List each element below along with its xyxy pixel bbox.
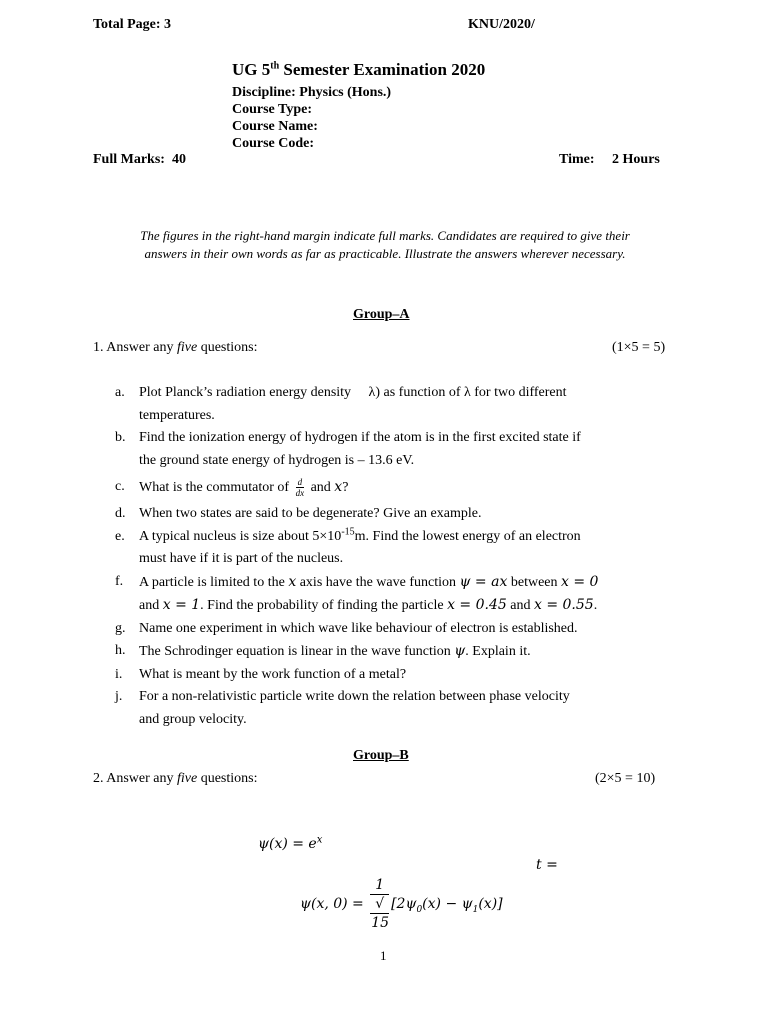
eq2-fraction — [370, 876, 389, 932]
eq2-radicand: 15 — [371, 915, 390, 931]
math-var: ψ — [454, 643, 466, 659]
item-text — [139, 472, 675, 503]
math-var: x — [288, 573, 297, 590]
question-1-items — [115, 382, 675, 731]
list-item — [115, 503, 675, 526]
math-expr: x = 0.45 — [447, 597, 507, 613]
title-superscript: th — [270, 60, 280, 72]
q1-marks: (1×5 = 5) — [612, 340, 666, 355]
full-marks-value: 40 — [171, 152, 186, 167]
item-label: f. — [115, 573, 124, 589]
title-prefix: UG 5 — [232, 60, 271, 79]
math-expr: x = 1 — [162, 597, 201, 613]
time-label: Time: — [559, 152, 595, 167]
item-text — [139, 382, 675, 427]
exponent: -15 — [341, 525, 355, 537]
item-text: Name one experiment in which wave like behaviour of electron is established. — [139, 620, 578, 636]
eq2-lhs: ψ(x, 0) = — [300, 896, 369, 912]
list-item — [115, 526, 675, 571]
list-item — [115, 571, 675, 618]
item-f-part: . Find the probability of finding the particle — [200, 598, 448, 613]
d-dx-fraction — [296, 477, 305, 498]
group-b-heading: Group–B — [353, 748, 409, 763]
list-item — [115, 686, 675, 731]
course-name-line: Course Name: — [232, 119, 318, 134]
math-expr: x = 0 — [561, 573, 599, 590]
equation-psi-exp — [258, 836, 322, 852]
item-label: d. — [115, 506, 126, 521]
q2-text-end: questions: — [197, 771, 258, 786]
item-e-part: m. Find the lowest energy of an electron — [354, 528, 581, 544]
item-f-part: and — [139, 598, 163, 613]
q1-text: 1. Answer any — [93, 340, 177, 355]
item-f-part: A particle is limited to the — [139, 574, 289, 590]
eq2-subscript: 0 — [416, 904, 423, 915]
eq2-subscript: 1 — [472, 904, 479, 915]
sqrt-icon: √ — [375, 896, 385, 912]
fraction-denominator: dx — [295, 488, 305, 499]
item-a-part: λ) as function of λ for two different — [368, 385, 567, 400]
course-code-line: Course Code: — [232, 136, 315, 151]
item-a-part: temperatures. — [139, 407, 215, 423]
item-text — [139, 686, 675, 731]
eq2-part: [2ψ — [391, 896, 417, 912]
question-2 — [93, 771, 258, 787]
instructions-line-1: The figures in the right-hand margin indicate full marks. Candidates are required to give their — [140, 228, 630, 243]
total-page-label: Total Page: 3 — [93, 17, 172, 32]
item-f-part: between — [507, 574, 562, 590]
item-label: j. — [115, 689, 123, 704]
math-var: x — [334, 479, 343, 495]
item-c-part: What is the commutator of — [139, 480, 293, 495]
page-number: 1 — [380, 948, 387, 963]
q2-emphasis: five — [177, 771, 198, 786]
item-e-part: must have if it is part of the nucleus. — [139, 551, 344, 566]
item-text — [139, 571, 675, 618]
fraction-numerator: d — [297, 477, 303, 488]
eq2-denominator — [370, 895, 389, 932]
item-j-part: For a non-relativistic particle write down the relation between phase velocity — [139, 689, 570, 704]
time-info — [559, 151, 660, 168]
item-c-part: and — [307, 480, 335, 495]
equation-t: t = — [536, 857, 558, 873]
list-item — [115, 472, 675, 503]
list-item — [115, 427, 675, 472]
item-text — [139, 526, 675, 571]
list-item — [115, 618, 675, 641]
time-value: 2 Hours — [612, 152, 660, 167]
item-b-part: the ground state energy of hydrogen is – 13.6 eV. — [139, 452, 415, 468]
course-meta — [232, 84, 391, 152]
equation-psi-superposition — [300, 876, 503, 932]
item-label: i. — [115, 666, 123, 682]
item-text: When two states are said to be degenerate? Give an example. — [139, 506, 482, 521]
title-rest: Semester Examination 2020 — [279, 60, 486, 79]
item-label: a. — [115, 385, 125, 400]
eq1-exponent: x — [316, 834, 323, 846]
item-text: What is meant by the work function of a metal? — [139, 666, 407, 682]
eq2-numerator: 1 — [370, 876, 389, 895]
item-label: h. — [115, 643, 126, 658]
item-text — [139, 640, 675, 664]
eq2-part: (x) − ψ — [422, 896, 473, 912]
page-title — [232, 60, 485, 80]
q2-marks: (2×5 = 10) — [595, 771, 656, 786]
eq2-part: (x)] — [478, 896, 503, 912]
list-item — [115, 664, 675, 687]
item-f-part: and — [506, 598, 534, 613]
item-label: c. — [115, 479, 125, 494]
item-label: e. — [115, 528, 125, 544]
item-e-part: A typical nucleus is size about 5×10 — [139, 528, 342, 544]
exam-code: KNU/2020/ — [468, 17, 535, 32]
item-h-part: . Explain it. — [465, 644, 531, 659]
q2-text: 2. Answer any — [93, 771, 177, 786]
item-a-part: Plot Planck’s radiation energy density — [139, 385, 355, 400]
item-f-part: . — [593, 598, 598, 613]
question-1 — [93, 340, 258, 356]
eq1-lhs: ψ(x) = e — [258, 836, 317, 852]
math-expr: ψ = ax — [459, 573, 508, 590]
item-f-part: axis have the wave function — [296, 574, 460, 590]
item-text — [139, 427, 675, 472]
discipline-line: Discipline: Physics (Hons.) — [232, 85, 392, 100]
instructions — [90, 227, 680, 263]
q1-emphasis: five — [177, 340, 198, 355]
item-b-part: Find the ionization energy of hydrogen if the atom is in the first excited state if — [139, 430, 581, 445]
list-item — [115, 640, 675, 664]
item-c-part: ? — [342, 480, 349, 495]
course-type-line: Course Type: — [232, 102, 312, 117]
item-label: b. — [115, 430, 126, 445]
item-label: g. — [115, 620, 126, 636]
full-marks-label: Full Marks: — [93, 152, 165, 167]
instructions-line-2: answers in their own words as far as practicable. Illustrate the answers wherever necessary. — [144, 246, 626, 261]
item-h-part: The Schrodinger equation is linear in the wave function — [139, 644, 455, 659]
item-j-part: and group velocity. — [139, 711, 247, 727]
group-a-heading: Group–A — [353, 307, 410, 322]
math-expr: x = 0.55 — [533, 597, 594, 613]
q1-text-end: questions: — [197, 340, 258, 355]
full-marks — [93, 151, 186, 168]
list-item — [115, 382, 675, 427]
